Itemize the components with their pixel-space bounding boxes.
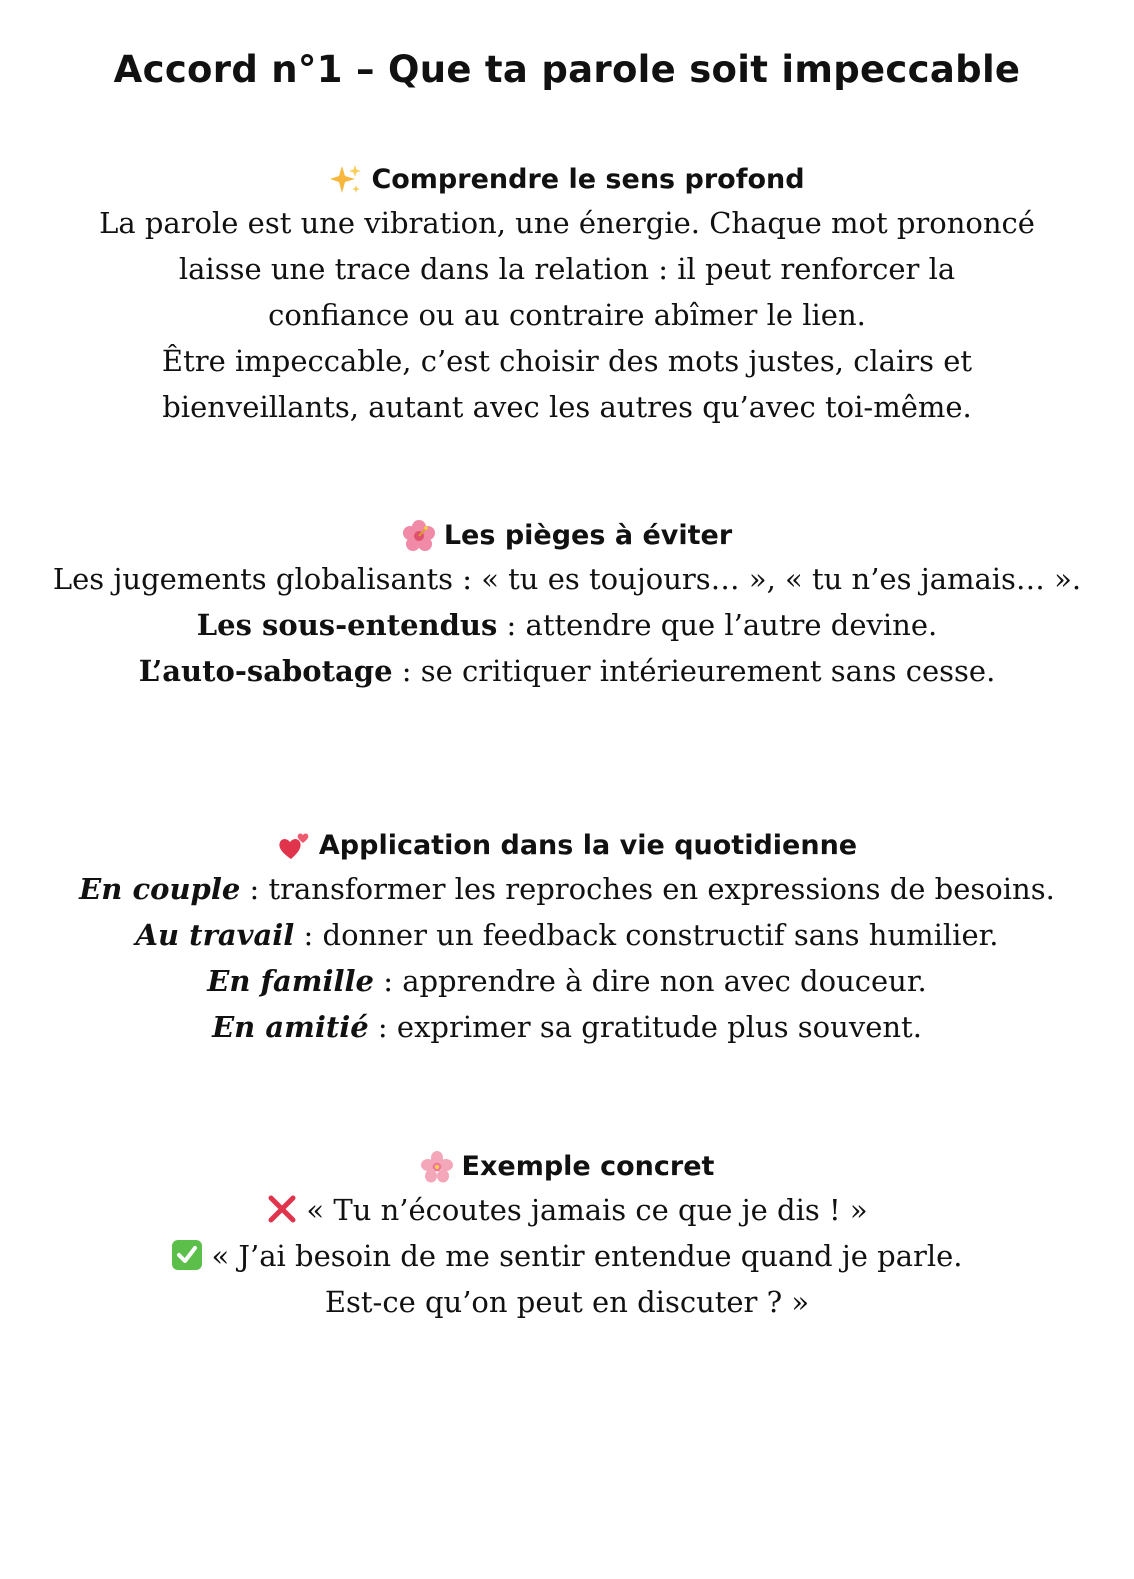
list-item: [0, 648, 1134, 694]
bad-example: [0, 1187, 1134, 1233]
page-title: Accord n°1 – Que ta parole soit impeccable: [113, 48, 1021, 91]
good-example: [0, 1233, 1134, 1279]
list-item: [0, 1004, 1134, 1050]
section-pitfalls: [0, 516, 1134, 694]
section-heading-text: Les pièges à éviter: [443, 520, 733, 551]
list-item-term: Les sous-entendus: [196, 608, 498, 642]
section-heading: [0, 1147, 1134, 1187]
paragraph-line: bienveillants, autant avec les autres qu’avec toi-même.: [162, 390, 972, 424]
section-heading-text: Application dans la vie quotidienne: [318, 830, 858, 861]
check-mark-icon: [171, 1238, 203, 1270]
list-item: [0, 556, 1134, 602]
list-item: [0, 958, 1134, 1004]
paragraph-line: confiance ou au contraire abîmer le lien.: [268, 298, 866, 332]
section-understanding: [0, 160, 1134, 430]
bad-example-text: « Tu n’écoutes jamais ce que je dis ! »: [306, 1193, 868, 1227]
two-hearts-icon: [277, 829, 311, 863]
section-example: [0, 1147, 1134, 1325]
list-item-text: Les jugements globalisants : « tu es toujours… », « tu n’es jamais… ».: [52, 562, 1082, 596]
cherry-blossom-icon: [420, 1150, 454, 1184]
hibiscus-icon: [402, 519, 436, 553]
list-item-term: L’auto-sabotage: [138, 654, 393, 688]
section-heading: [0, 826, 1134, 866]
list-item-text: : transformer les reproches en expressions de besoins.: [240, 872, 1055, 906]
section-heading-text: Comprendre le sens profond: [371, 164, 805, 195]
section-heading-text: Exemple concret: [461, 1151, 715, 1182]
section-heading: [0, 516, 1134, 556]
list-item-text: : attendre que l’autre devine.: [497, 608, 938, 642]
sparkles-icon: [329, 163, 363, 197]
list-item: [0, 866, 1134, 912]
section-daily-application: [0, 826, 1134, 1050]
list-item-term: Au travail: [135, 918, 295, 952]
list-item: [0, 912, 1134, 958]
list-item-term: En couple: [79, 872, 241, 906]
section-heading: [0, 160, 1134, 200]
good-example-text: « J’ai besoin de me sentir entendue quand je parle.: [211, 1239, 963, 1273]
paragraph-line: La parole est une vibration, une énergie. Chaque mot prononcé: [99, 206, 1035, 240]
paragraph-line: laisse une trace dans la relation : il peut renforcer la: [178, 252, 956, 286]
list-item-text: : donner un feedback constructif sans humilier.: [294, 918, 999, 952]
paragraph-line: Être impeccable, c’est choisir des mots justes, clairs et: [161, 344, 973, 378]
good-example-continued: Est-ce qu’on peut en discuter ? »: [324, 1285, 810, 1319]
list-item-text: : se critiquer intérieurement sans cesse.: [392, 654, 996, 688]
cross-mark-icon: [266, 1192, 298, 1224]
list-item-text: : apprendre à dire non avec douceur.: [374, 964, 927, 998]
list-item-term: En amitié: [212, 1010, 369, 1044]
list-item: [0, 602, 1134, 648]
list-item-term: En famille: [207, 964, 374, 998]
list-item-text: : exprimer sa gratitude plus souvent.: [368, 1010, 922, 1044]
